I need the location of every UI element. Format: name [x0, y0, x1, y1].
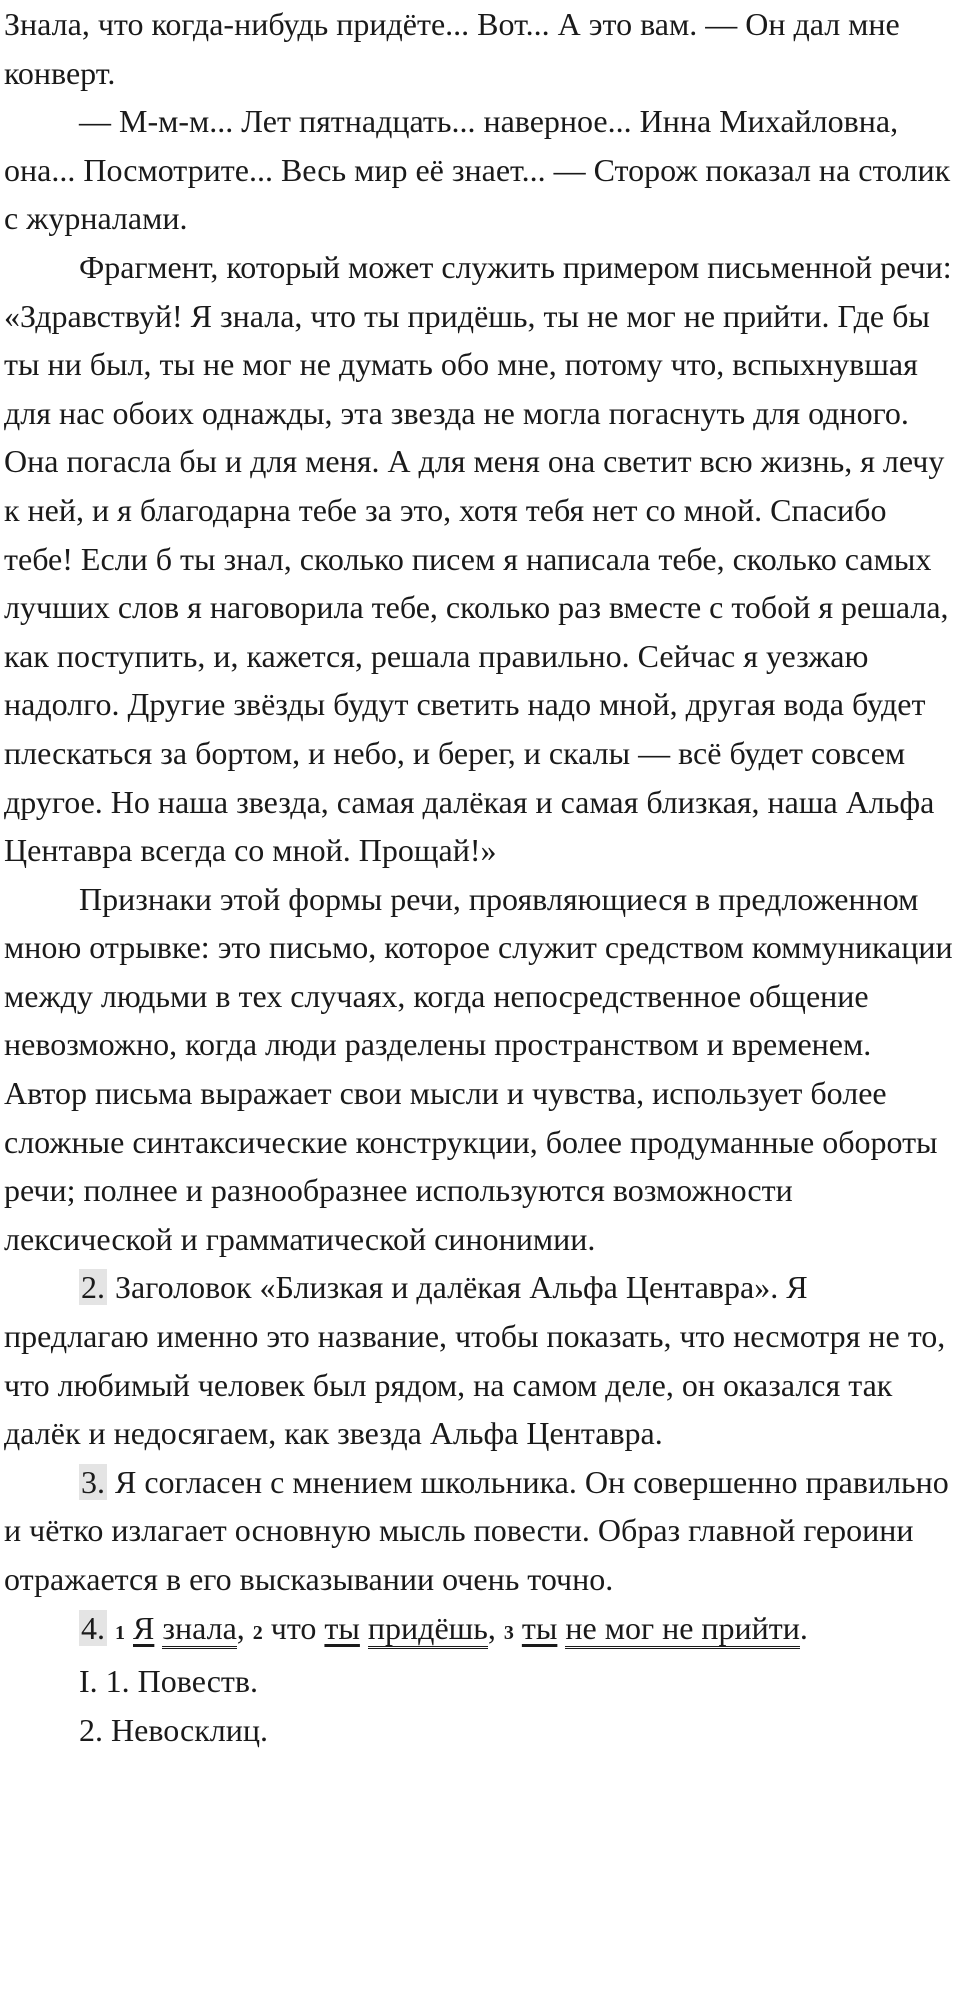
paragraph-speech-features: Признаки этой формы речи, проявляющиеся в предложенном мною отрывке: это письмо, которое служит средством коммуникации между людьми в тех случаях, когда непосредственное общение невозможно, когда люди разделены пространством и временем. Автор письма выражает свои мысли и чувства, использует более сложные синтаксические конструкции, более продуманные обороты речи; полнее и разнообразнее используются возможности лексической и грамматической синонимии.: [4, 880, 953, 1257]
predicate-2: придёшь: [368, 1610, 488, 1649]
answer-number-3: 3.: [81, 1463, 105, 1500]
subject-2: ты: [324, 1609, 360, 1646]
clause-index-1: 1: [115, 1621, 125, 1644]
comma-2: ,: [487, 1609, 496, 1646]
predicate-3: не мог не прийти: [565, 1610, 800, 1649]
predicate-1: знала: [162, 1610, 236, 1649]
list-item: I. 1. Повеств.: [79, 1663, 258, 1700]
answer-number-4: 4.: [81, 1609, 105, 1646]
list-item: 2. Невосклиц.: [79, 1711, 268, 1748]
paragraph-letter-fragment: Фрагмент, который может служить примером письменной речи: «Здравствуй! Я знала, что ты придёшь, ты не мог не прийти. Где бы ты ни был, ты не мог не думать обо мне, потому что, вспыхнувшая для нас обоих однажды, эта звезда не могла погаснуть для одного. Она погасла бы и для меня. А для меня она светит всю жизнь, я лечу к ней, и я благодарна тебе за это, хотя тебя нет со мной. Спасибо тебе! Если б ты знал, сколько писем я написала тебе, сколько самых лучших слов я наговорила тебе, сколько раз вместе с тобой я решала, как поступить, и, кажется, решала правильно. Сейчас я уезжаю надолго. Другие звёзды будут светить надо мной, другая вода будет плескаться за бортом, и небо, и берег, и скалы — всё будет совсем другое. Но наша звезда, самая далёкая и самая близкая, наша Альфа Центавра всегда со мной. Прощай!»: [4, 248, 952, 869]
document-page: [4, 0, 956, 1754]
paragraph-answer-4-analysis: [4, 1604, 956, 1658]
answer-number-2: 2.: [81, 1269, 105, 1306]
paragraph-answer-3: [4, 1458, 956, 1604]
paragraph-dialogue-1: Знала, что когда-нибудь придёте... Вот... А это вам. — Он дал мне конверт.: [4, 6, 900, 91]
answer-3-text: Я согласен с мнением школьника. Он совершенно правильно и чётко излагает основную мысль повести. Образ главной героини отражается в его высказывании очень точно.: [4, 1463, 949, 1597]
comma-1: ,: [236, 1609, 245, 1646]
subject-1: Я: [133, 1609, 155, 1646]
subject-3: ты: [521, 1609, 558, 1646]
paragraph-answer-2: [4, 1263, 956, 1457]
clause-index-2: 2: [252, 1621, 263, 1644]
answer-2-text: Заголовок «Близкая и далёкая Альфа Центавра». Я предлагаю именно это название, чтобы показать, что несмотря не то, что любимый человек был рядом, на самом деле, он оказался так далёк и недосягаем, как звезда Альфа Центавра.: [4, 1269, 946, 1452]
period-end: .: [799, 1609, 808, 1646]
paragraph-dialogue-2: — М-м-м... Лет пятнадцать... наверное... Инна Михайловна, она... Посмотрите... Весь мир её знает... — Сторож показал на столик с журналами.: [4, 103, 951, 237]
clause-index-3: 3: [503, 1621, 514, 1644]
conjunction-2: что: [270, 1609, 317, 1646]
